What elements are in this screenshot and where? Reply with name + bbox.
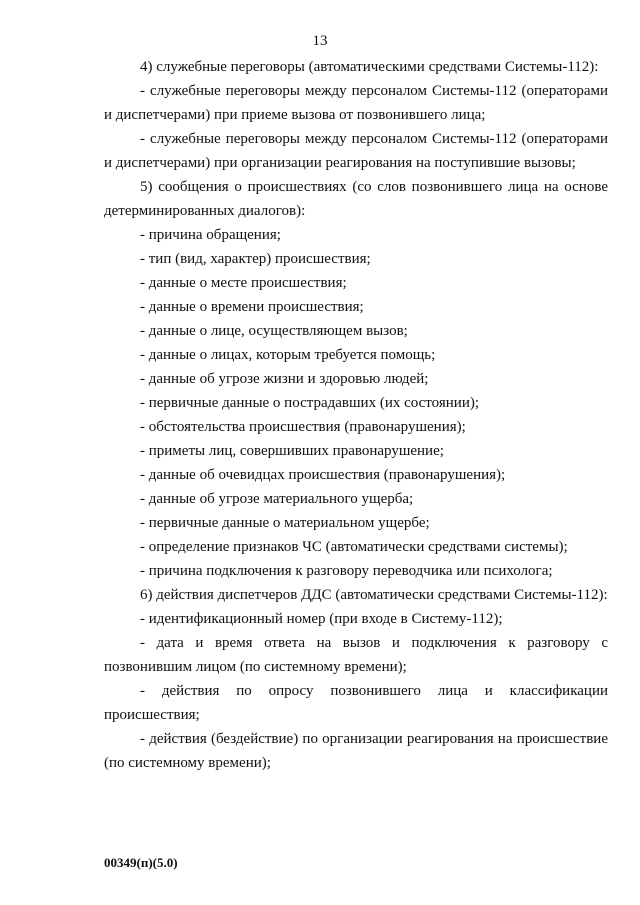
paragraph-item-5: 5) сообщения о происшествиях (со слов позвонившего лица на основе детерминированных диалогов): xyxy=(104,179,608,219)
paragraph-subitem: - данные о лице, осуществляющем вызов; xyxy=(140,323,408,339)
document-body xyxy=(104,55,608,775)
paragraph-subitem: - данные о месте происшествия; xyxy=(140,275,347,291)
paragraph-subitem: - действия по опросу позвонившего лица и классификации происшествия; xyxy=(104,683,608,723)
paragraph-subitem: - тип (вид, характер) происшествия; xyxy=(140,251,371,267)
paragraph-subitem: - данные об угрозе материального ущерба; xyxy=(140,491,414,507)
paragraph-subitem: - данные о времени происшествия; xyxy=(140,299,364,315)
paragraph-subitem: - приметы лиц, совершивших правонарушение; xyxy=(140,443,444,459)
paragraph-subitem: - служебные переговоры между персоналом Системы-112 (операторами и диспетчерами) при приеме вызова от позвонившего лица; xyxy=(104,83,608,123)
paragraph-subitem: - идентификационный номер (при входе в Систему-112); xyxy=(140,611,503,627)
paragraph-subitem: - первичные данные о материальном ущербе; xyxy=(140,515,430,531)
page-number: 13 xyxy=(312,33,328,49)
paragraph-subitem: - служебные переговоры между персоналом Системы-112 (операторами и диспетчерами) при организации реагирования на поступившие вызовы; xyxy=(104,131,608,171)
paragraph-subitem: - дата и время ответа на вызов и подключения к разговору с позвонившим лицом (по системному времени); xyxy=(104,635,608,675)
paragraph-subitem: - причина подключения к разговору переводчика или психолога; xyxy=(140,563,553,579)
paragraph-subitem: - данные о лицах, которым требуется помощь; xyxy=(140,347,436,363)
paragraph-subitem: - обстоятельства происшествия (правонарушения); xyxy=(140,419,466,435)
paragraph-subitem: - данные об угрозе жизни и здоровью людей; xyxy=(140,371,429,387)
paragraph-subitem: - действия (бездействие) по организации реагирования на происшествие (по системному времени); xyxy=(104,731,608,771)
paragraph-item-6: 6) действия диспетчеров ДДС (автоматически средствами Системы-112): xyxy=(140,587,608,603)
paragraph-item-4: 4) служебные переговоры (автоматическими средствами Системы-112): xyxy=(140,59,599,75)
paragraph-subitem: - первичные данные о пострадавших (их состоянии); xyxy=(140,395,480,411)
paragraph-subitem: - причина обращения; xyxy=(140,227,281,243)
paragraph-subitem: - данные об очевидцах происшествия (правонарушения); xyxy=(140,467,506,483)
paragraph-subitem: - определение признаков ЧС (автоматически средствами системы); xyxy=(140,539,568,555)
document-footer-code: 00349(п)(5.0) xyxy=(104,855,178,870)
